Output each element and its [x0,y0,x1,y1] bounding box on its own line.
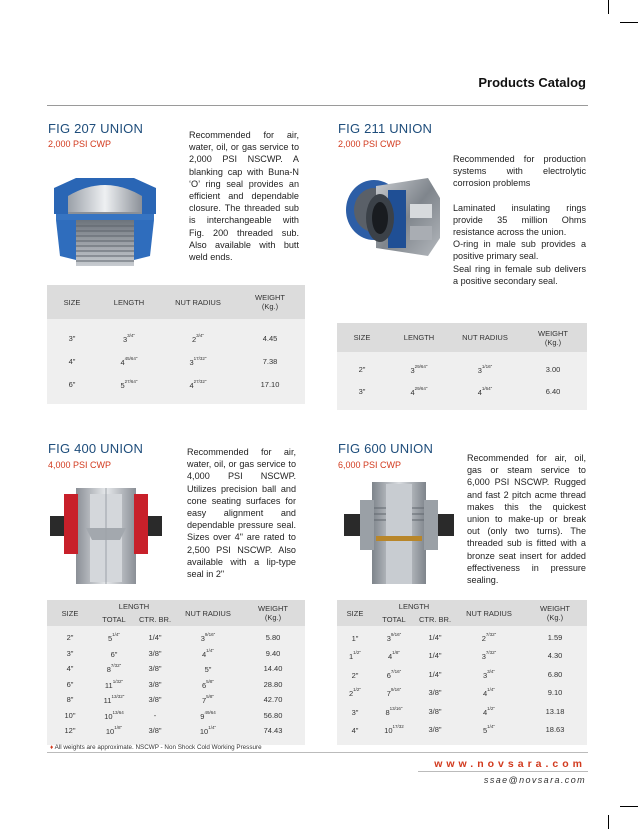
table-row: 3" 6" 3/8" $4^{1/4"}$ 9.40 [47,646,305,662]
table-row: 3" $8^{13/16"}$ 3/8" $4^{1/2"}$ 13.18 [337,702,587,721]
table-row: 4" $8^{7/32"}$ 3/8" 5" 14.40 [47,661,305,677]
footer-rule-2 [418,771,588,772]
table-row: $2^{1/2"}$ $7^{9/16"}$ 3/8" $4^{1/4"}$ 9.10 [337,684,587,703]
fig400-union-photo [46,484,166,586]
fig400-description: Recommended for air, water, oil, or gas service to 4,000 PSI NSCWP. Utilizes precision ball and cone seating surfaces for easy alignment and dependable pressure seal. Sizes over 4" are rated to 2,500 PSI NSCWP. Also available with a lip-type seal in 2" [187,447,296,580]
fig211-title: FIG 211 UNION [338,121,433,136]
fig207-spec-table [47,285,305,404]
crop-mark [620,22,638,23]
fig211-description [453,153,586,287]
fig211-spec-table [337,323,587,410]
table-row: 12" $10^{1/8"}$ 3/8" $10^{1/4"}$ 74.43 [47,723,305,739]
table-row: 2" $6^{7/16"}$ 1/4" $3^{3/4"}$ 6.80 [337,665,587,684]
table-row: 8" $11^{13/32"}$ 3/8" $7^{5/8"}$ 42.70 [47,692,305,708]
email-link[interactable]: ssae@novsara.com [483,775,586,785]
table-row: 10" $10^{13/64}$ - $9^{49/64}$ 56.80 [47,708,305,724]
column-header: SIZE [47,285,97,319]
footnote: ♦ All weights are approximate. NSCWP - Non Shock Cold Working Pressure [50,744,262,751]
table-row: $1^{1/2"}$ $4^{1/8"}$ 1/4" $3^{7/32"}$ 4.30 [337,647,587,666]
bullet-icon: ♦ [50,744,54,751]
column-header: CTR. BR. [135,613,175,626]
column-header: LENGTH [97,285,161,319]
column-header: CTR. BR. [415,613,455,626]
column-header: NUT RADIUS [161,285,235,319]
header-rule [47,105,588,106]
fig600-title: FIG 600 UNION [338,441,434,456]
table-row: 2" $5^{1/4"}$ 1/4" $3^{9/16"}$ 5.80 [47,630,305,646]
column-header: WEIGHT (Kg.) [235,285,305,319]
column-header: TOTAL [93,613,135,626]
table-row: 1" $3^{9/16"}$ 1/4" $2^{7/32"}$ 1.59 [337,628,587,647]
page-title: Products Catalog [478,75,586,90]
fig400-spec-table [47,600,305,745]
column-header: LENGTH [373,600,455,613]
table-row: 6" $11^{1/32"}$ 3/8" $6^{5/8"}$ 28.80 [47,677,305,693]
column-header: NUT RADIUS [451,323,519,352]
crop-mark [608,0,609,14]
fig207-pressure: 2,000 PSI CWP [48,139,112,149]
table-row: 2" $3^{29/64"}$ $3^{1/16"}$ 3.00 [337,358,587,380]
fig211-desc-3: O-ring in male sub provides a positive primary seal. [453,239,586,262]
table-row: 3" $3^{3/4"}$ $2^{3/4"}$ 4.45 [47,327,305,350]
column-header: TOTAL [373,613,415,626]
column-header: SIZE [337,600,373,626]
crop-mark [608,815,609,829]
table-row: 3" $4^{29/64"}$ $4^{1/64"}$ 6.40 [337,380,587,402]
column-header: NUT RADIUS [175,600,241,626]
website-link[interactable]: www.novsara.com [434,758,586,770]
fig600-spec-table [337,600,587,745]
fig600-description: Recommended for air, oil, gas or steam service to 6,000 PSI NSCWP. Rugged and fast 2 pitch acme thread makes this the quickest union to make-up or break out (only two turns). The threaded sub is fitted with a bronze seat insert for added effectiveness in pressure sealing. [467,453,586,586]
column-header: SIZE [47,600,93,626]
fig600-pressure: 6,000 PSI CWP [338,460,402,470]
fig207-union-photo [46,170,164,272]
fig211-desc-4: Seal ring in female sub delivers a positive secondary seal. [453,263,586,286]
fig600-union-photo [342,478,456,588]
column-header: LENGTH [93,600,175,613]
column-header: LENGTH [387,323,451,352]
table-row: 4" $10^{17/32}$ 3/8" $5^{1/4"}$ 18.63 [337,721,587,740]
column-header: WEIGHT (Kg.) [523,600,587,626]
fig400-title: FIG 400 UNION [48,441,144,456]
fig207-description: Recommended for air, water, oil, or gas service to 2,000 PSI NSCWP. A blanking cap with Buna-N ‘O’ ring seal provides an efficient and dependable closure. The threaded sub is interchangeable with Fig. 200 threaded sub. Also available with butt weld ends. [189,130,299,263]
footer-rule [47,752,588,753]
column-header: NUT RADIUS [455,600,523,626]
fig400-pressure: 4,000 PSI CWP [48,460,112,470]
column-header: WEIGHT (Kg.) [241,600,305,626]
column-header: WEIGHT (Kg.) [519,323,587,352]
fig211-desc-2: Laminated insulating rings provide 35 million Ohms resistance across the union. [453,202,586,238]
table-row: 6" $5^{27/64"}$ $4^{27/32"}$ 17.10 [47,373,305,396]
fig211-pressure: 2,000 PSI CWP [338,139,402,149]
fig211-desc-1: Recommended for production systems with electrolytic corrosion problems [453,154,586,189]
fig211-union-photo [336,168,448,266]
column-header: SIZE [337,323,387,352]
fig207-title: FIG 207 UNION [48,121,144,136]
crop-mark [620,806,638,807]
table-row: 4" $4^{45/64"}$ $3^{17/32"}$ 7.38 [47,350,305,373]
